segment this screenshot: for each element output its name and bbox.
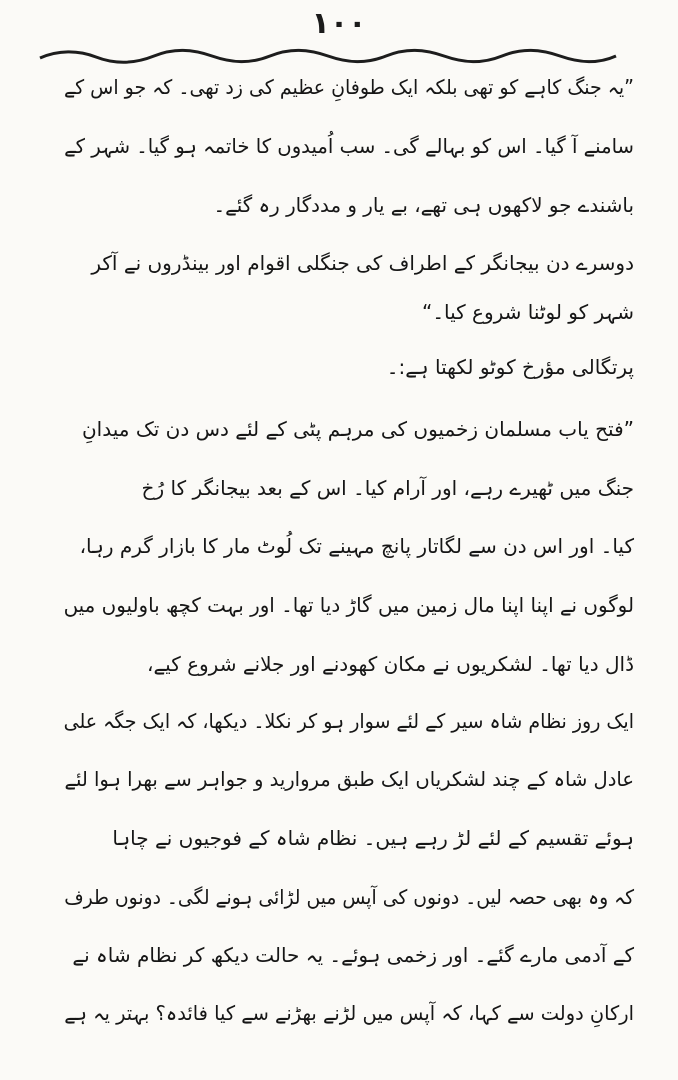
- body-line-6: پرتگالی مؤرخ کوٹو لکھتا ہے:۔: [386, 355, 634, 379]
- page-number: ۱۰۰: [311, 6, 367, 41]
- body-line-1: ”یہ جنگ کاہے کو تھی بلکہ ایک طوفانِ عظیم کی زد تھی۔ کہ جو اس کے: [64, 75, 634, 99]
- body-line-16: کے آدمی مارے گئے۔ اور زخمی ہوئے۔ یہ حالت دیکھ کر نظام شاہ نے: [72, 943, 634, 967]
- header-wavy-rule: [38, 44, 618, 68]
- body-line-3: باشندے جو لاکھوں ہی تھے، بے یار و مددگار رہ گئے۔: [213, 193, 635, 217]
- body-line-12: ایک روز نظام شاہ سیر کے لئے سوار ہو کر نکلا۔ دیکھا، کہ ایک جگہ علی: [63, 709, 635, 733]
- body-line-17: ارکانِ دولت سے کہا، کہ آپس میں لڑنے بھڑنے سے کیا فائدہ؟ بہتر یہ ہے: [64, 1001, 634, 1025]
- body-line-11: ڈال دیا تھا۔ لشکریوں نے مکان کھودنے اور جلانے شروع کیے،: [147, 652, 634, 676]
- body-line-9: کیا۔ اور اس دن سے لگاتار پانچ مہینے تک لُوٹ مار کا بازار گرم رہا،: [79, 534, 634, 558]
- body-line-13: عادل شاہ کے چند لشکریاں ایک طبق مروارید و جواہر سے بھرا ہوا لئے: [64, 767, 635, 791]
- body-line-10: لوگوں نے اپنا اپنا مال زمین میں گاڑ دیا تھا۔ اور بہت کچھ باولیوں میں: [63, 593, 634, 617]
- body-line-5: شہر کو لوٹنا شروع کیا۔“: [421, 300, 634, 324]
- body-line-4: دوسرے دن بیجانگر کے اطراف کی جنگلی اقوام اور بینڈروں نے آکر: [91, 251, 634, 275]
- body-line-8: جنگ میں ٹھیرے رہے، اور آرام کیا۔ اس کے بعد بیجانگر کا رُخ: [141, 476, 634, 500]
- body-line-14: ہوئے تقسیم کے لئے لڑ رہے ہیں۔ نظام شاہ کے فوجیوں نے چاہا: [112, 826, 634, 850]
- body-line-7: ”فتح یاب مسلمان زخمیوں کی مرہم پٹی کے لئے دس دن تک میدانِ: [81, 417, 634, 441]
- body-line-15: کہ وہ بھی حصہ لیں۔ دونوں کی آپس میں لڑائی ہونے لگی۔ دونوں طرف: [64, 885, 634, 909]
- body-line-2: سامنے آ گیا۔ اس کو بہالے گی۔ سب اُمیدوں کا خاتمہ ہو گیا۔ شہر کے: [64, 134, 635, 158]
